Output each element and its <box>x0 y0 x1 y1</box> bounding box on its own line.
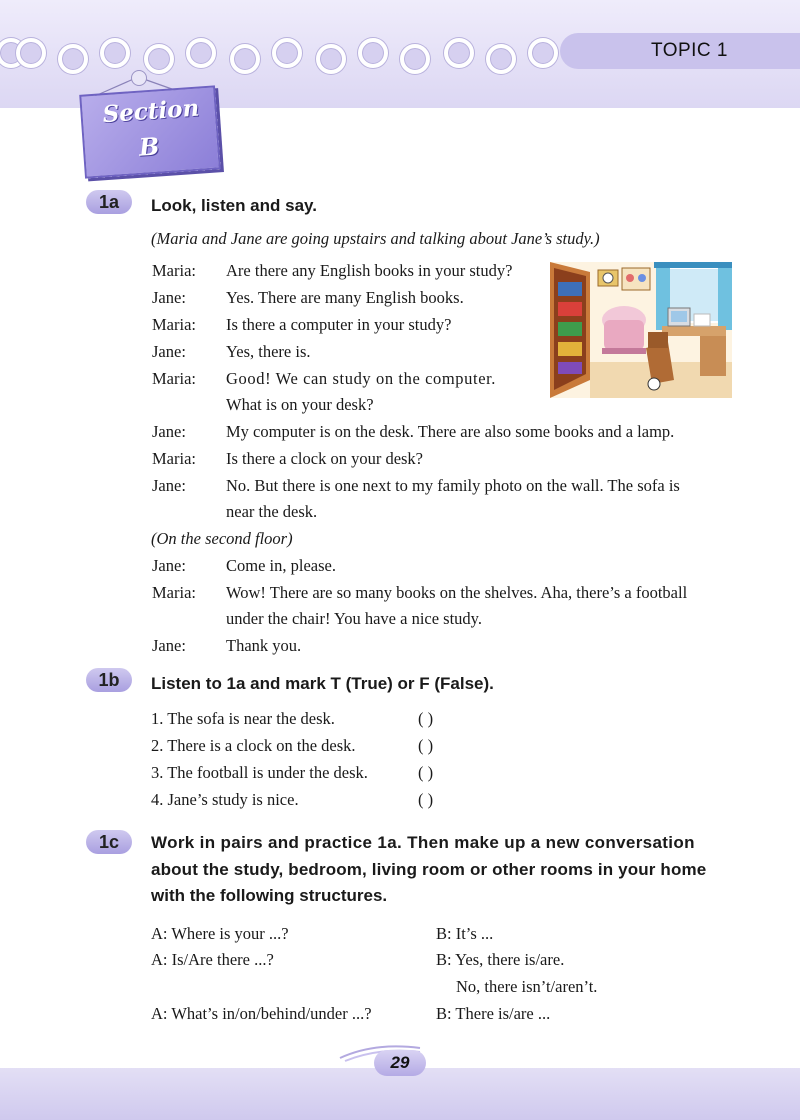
ring-icon <box>358 38 388 68</box>
instruction-1a: Look, listen and say. <box>151 196 317 215</box>
structure-b: B: It’s ... <box>436 924 494 943</box>
answer-blank[interactable]: ( ) <box>418 790 434 809</box>
dialogue-line: Is there a computer in your study? <box>226 315 452 334</box>
pin-icon <box>131 70 147 86</box>
dialogue-line: Come in, please. <box>226 556 336 575</box>
instruction-1c-line: with the following structures. <box>151 886 388 905</box>
dialogue-line: Yes, there is. <box>226 342 311 361</box>
dialogue-line: Wow! There are so many books on the shelves. Aha, there’s a football <box>226 583 688 602</box>
dialogue-line: My computer is on the desk. There are also some books and a lamp. <box>226 422 675 441</box>
speaker: Jane: <box>152 476 186 495</box>
ring-icon <box>316 44 346 74</box>
section-letter: B <box>138 131 161 162</box>
ring-icon <box>272 38 302 68</box>
dialogue-line: No. But there is one next to my family photo on the wall. The sofa is <box>226 476 680 495</box>
dialogue-line: Thank you. <box>226 636 302 655</box>
structure-a: A: Where is your ...? <box>151 924 289 943</box>
speaker: Maria: <box>152 369 196 388</box>
dialogue-line: Is there a clock on your desk? <box>226 449 424 468</box>
ring-icon <box>486 44 516 74</box>
speaker: Maria: <box>152 449 196 468</box>
speaker: Jane: <box>152 288 186 307</box>
ring-icon <box>230 44 260 74</box>
speaker: Maria: <box>152 261 196 280</box>
dialogue-line: Good! We can study on the computer. <box>226 369 497 388</box>
instruction-1b: Listen to 1a and mark T (True) or F (False). <box>151 674 494 693</box>
ring-icon <box>444 38 474 68</box>
speaker: Jane: <box>152 636 186 655</box>
dialogue-line: Are there any English books in your study? <box>226 261 513 280</box>
structure-a: A: Is/Are there ...? <box>151 950 274 969</box>
tf-item: 2. There is a clock on the desk. <box>151 736 356 755</box>
answer-blank[interactable]: ( ) <box>418 763 434 782</box>
speaker: Jane: <box>152 342 186 361</box>
ring-icon <box>16 38 46 68</box>
instruction-1c-line: about the study, bedroom, living room or other rooms in your home <box>151 860 707 879</box>
structure-b: No, there isn’t/aren’t. <box>456 977 598 996</box>
speaker: Jane: <box>152 422 186 441</box>
speaker: Maria: <box>152 315 196 334</box>
instruction-1c-line: Work in pairs and practice 1a. Then make up a new conversation <box>151 833 695 852</box>
badge-1a: 1a <box>86 190 132 214</box>
structure-b: B: Yes, there is/are. <box>436 950 565 969</box>
tf-item: 4. Jane’s study is nice. <box>151 790 299 809</box>
tf-item: 3. The football is under the desk. <box>151 763 368 782</box>
section-plate <box>79 85 221 178</box>
study-room-illustration <box>550 262 732 398</box>
section-word: Section <box>101 94 201 129</box>
topic-label: TOPIC 1 <box>650 40 728 61</box>
dialogue-line: near the desk. <box>226 502 318 521</box>
answer-blank[interactable]: ( ) <box>418 709 434 728</box>
ring-icon <box>186 38 216 68</box>
tf-item: 1. The sofa is near the desk. <box>151 709 335 728</box>
ring-icon <box>144 44 174 74</box>
structure-b: B: There is/are ... <box>436 1004 551 1023</box>
topic-tab <box>560 33 800 69</box>
binder-rings <box>0 36 560 76</box>
answer-blank[interactable]: ( ) <box>418 736 434 755</box>
stage-direction-2: (On the second floor) <box>151 529 293 548</box>
ring-icon <box>400 44 430 74</box>
dialogue-line: under the chair! You have a nice study. <box>226 609 482 628</box>
ring-icon <box>100 38 130 68</box>
speaker: Maria: <box>152 583 196 602</box>
dialogue-line: Yes. There are many English books. <box>226 288 464 307</box>
badge-1c: 1c <box>86 830 132 854</box>
page-number: 29 <box>374 1050 426 1076</box>
badge-1b: 1b <box>86 668 132 692</box>
ring-icon <box>528 38 558 68</box>
dialogue-line: What is on your desk? <box>226 395 374 414</box>
speaker: Jane: <box>152 556 186 575</box>
stage-direction: (Maria and Jane are going upstairs and talking about Jane’s study.) <box>151 229 600 248</box>
ring-icon <box>58 44 88 74</box>
structure-a: A: What’s in/on/behind/under ...? <box>151 1004 372 1023</box>
